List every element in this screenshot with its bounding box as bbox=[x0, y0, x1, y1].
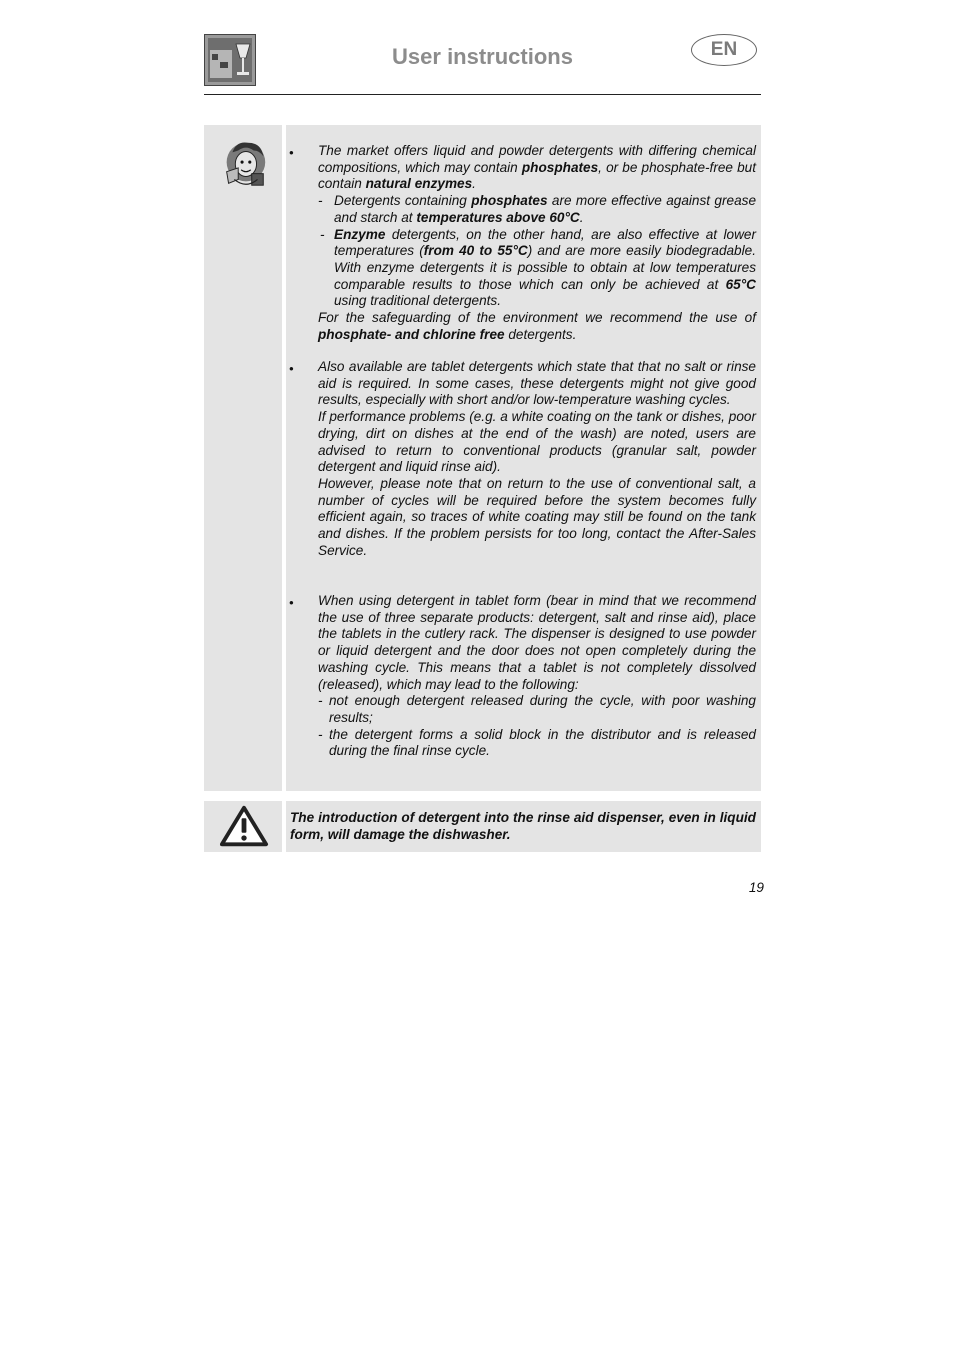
page-number: 19 bbox=[748, 880, 764, 895]
text-run: Detergents containing bbox=[334, 193, 472, 209]
b1-paragraph-1 bbox=[318, 143, 756, 193]
bullet-marker: • bbox=[289, 145, 294, 160]
text-run-bold: natural enzymes bbox=[365, 176, 473, 192]
text-run-bold: phosphates bbox=[521, 159, 599, 175]
b2-paragraph-1: Also available are tablet detergents which state that that no salt or rinse aid is required. In some cases, these detergents might not give good results, especially with short and/or low-temperature washing cycles. bbox=[318, 359, 756, 408]
dash-marker: - bbox=[318, 193, 323, 209]
b1-sub-item-1 bbox=[318, 193, 756, 226]
bullet-marker: • bbox=[289, 595, 294, 610]
dash-marker: - bbox=[320, 226, 325, 242]
warning-triangle-icon bbox=[219, 804, 269, 848]
language-badge: EN bbox=[691, 34, 757, 66]
text-run: are more effective against grease and starch at bbox=[334, 193, 756, 225]
mascot-icon bbox=[217, 137, 271, 191]
icon-panel bbox=[204, 125, 282, 791]
dash-marker: - bbox=[318, 726, 323, 742]
b1-paragraph-2 bbox=[318, 310, 756, 343]
text-run: not enough detergent released during the cycle, with poor washing results; bbox=[329, 693, 756, 725]
b1-sub-item-2 bbox=[318, 227, 756, 311]
text-run: , or be phosphate-free but contain bbox=[318, 159, 756, 192]
text-run: The market offers liquid and powder detergents with differing chemical compositions, which may contain bbox=[318, 143, 756, 175]
dash-marker: - bbox=[318, 693, 323, 709]
text-run-bold: 65°C bbox=[725, 276, 756, 292]
b2-paragraph-2: If performance problems (e.g. a white coating on the tank or dishes, poor drying, dirt on dishes at the end of the wash) are noted, users are advised to return to conventional products (granular salt, powder detergent and liquid rinse aid). bbox=[318, 409, 756, 475]
b3-sub-item-2 bbox=[318, 727, 756, 760]
text-run: . bbox=[472, 176, 476, 192]
text-run: ) and are more easily biodegradable. With enzyme detergents it is possible to obtain at low temperatures comparable results to those which can only be achieved at bbox=[334, 243, 756, 292]
warning-text: The introduction of detergent into the rinse aid dispenser, even in liquid form, will damage the dishwasher. bbox=[290, 810, 756, 842]
page-title: User instructions bbox=[392, 44, 573, 69]
page-header bbox=[204, 32, 761, 95]
b3-sub-item-1 bbox=[318, 693, 756, 726]
text-run: For the safeguarding of the environment we recommend the use of bbox=[318, 310, 756, 326]
bullet-marker: • bbox=[289, 361, 294, 376]
text-run: . bbox=[579, 209, 584, 225]
text-run-bold: Enzyme bbox=[334, 226, 386, 242]
text-run-bold: temperatures above 60°C bbox=[416, 209, 580, 225]
bullet-2 bbox=[318, 359, 756, 559]
text-run-bold: phosphate- and chlorine free bbox=[318, 326, 505, 342]
text-run: detergents, on the other hand, are also effective at lower temperatures ( bbox=[334, 226, 756, 259]
warning-icon-panel bbox=[204, 801, 282, 852]
b2-paragraph-3: However, please note that on return to the use of conventional salt, a number of cycles will be required before the system becomes fully efficient again, so traces of white coating may still be found on the tank and dishes. If the problem persists for too long, contact the After-Sales Service. bbox=[318, 475, 756, 558]
text-run: using traditional detergents. bbox=[334, 293, 502, 309]
text-run: detergents. bbox=[504, 326, 577, 342]
bullet-3 bbox=[318, 593, 756, 760]
text-run-bold: from 40 to 55°C bbox=[423, 243, 528, 259]
bullet-1 bbox=[318, 143, 756, 343]
text-run-bold: phosphates bbox=[471, 193, 548, 209]
b3-paragraph-1: When using detergent in tablet form (bear in mind that we recommend the use of three separate products: detergent, salt and rinse aid), place the tablets in the cutlery rack. The dispenser is designed to use powder or liquid detergent and the door does not open completely during the washing cycle. This means that a tablet is not completely dissolved (released), which may lead to the following: bbox=[318, 593, 756, 692]
text-run: the detergent forms a solid block in the distributor and is released during the final rinse cycle. bbox=[329, 726, 756, 759]
